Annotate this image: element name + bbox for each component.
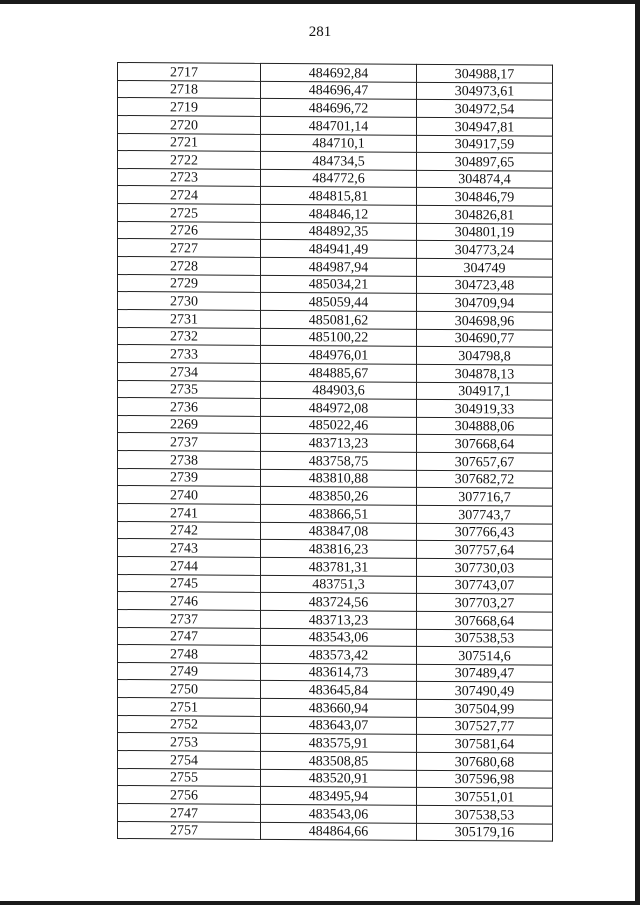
y-coordinate-cell: 307657,67 <box>417 452 553 470</box>
scan-border-top <box>0 0 640 4</box>
y-coordinate-cell: 304888,06 <box>417 417 553 435</box>
y-coordinate-cell: 304988,17 <box>417 64 553 82</box>
table-row <box>118 115 553 135</box>
x-coordinate-cell: 483543,06 <box>261 628 417 647</box>
point-number-cell: 2719 <box>118 98 261 117</box>
y-coordinate-cell: 304826,81 <box>417 205 553 223</box>
x-coordinate-cell: 484885,67 <box>261 363 417 382</box>
table-row <box>118 274 553 294</box>
x-coordinate-cell: 484734,5 <box>261 152 417 171</box>
x-coordinate-cell: 483781,31 <box>261 557 417 576</box>
y-coordinate-cell: 304801,19 <box>417 223 553 241</box>
table-row <box>118 151 553 171</box>
point-number-cell: 2751 <box>118 698 261 717</box>
table-row <box>118 504 553 524</box>
x-coordinate-cell: 483810,88 <box>261 469 417 488</box>
x-coordinate-cell: 483614,73 <box>261 663 417 682</box>
y-coordinate-cell: 307668,64 <box>417 611 553 629</box>
point-number-cell: 2745 <box>118 574 261 593</box>
point-number-cell: 2756 <box>118 786 261 805</box>
table-row <box>118 451 553 471</box>
table-row <box>118 627 553 647</box>
y-coordinate-cell: 304947,81 <box>417 117 553 135</box>
table-row <box>118 186 553 206</box>
y-coordinate-cell: 307490,49 <box>417 682 553 700</box>
x-coordinate-cell: 483543,06 <box>261 804 417 823</box>
x-coordinate-cell: 485022,46 <box>261 416 417 435</box>
x-coordinate-cell: 483866,51 <box>261 504 417 523</box>
point-number-cell: 2717 <box>118 63 261 82</box>
page-number: 281 <box>308 24 332 40</box>
x-coordinate-cell: 483713,23 <box>261 610 417 629</box>
table-row <box>118 803 553 823</box>
point-number-cell: 2725 <box>118 204 261 223</box>
point-number-cell: 2733 <box>118 345 261 364</box>
x-coordinate-cell: 484976,01 <box>261 346 417 365</box>
table-row <box>118 821 553 841</box>
y-coordinate-cell: 307489,47 <box>417 664 553 682</box>
x-coordinate-cell: 483495,94 <box>261 787 417 806</box>
point-number-cell: 2720 <box>118 115 261 134</box>
point-number-cell: 2746 <box>118 592 261 611</box>
table-row <box>118 221 553 241</box>
x-coordinate-cell: 484710,1 <box>261 134 417 153</box>
x-coordinate-cell: 485081,62 <box>261 310 417 329</box>
y-coordinate-cell: 304773,24 <box>417 241 553 259</box>
y-coordinate-cell: 304709,94 <box>417 294 553 312</box>
table-row <box>118 133 553 153</box>
table-row <box>118 63 553 83</box>
point-number-cell: 2737 <box>118 609 261 628</box>
x-coordinate-cell: 484815,81 <box>261 187 417 206</box>
table-row <box>118 733 553 753</box>
x-coordinate-cell: 484903,6 <box>261 381 417 400</box>
point-number-cell: 2730 <box>118 292 261 311</box>
y-coordinate-cell: 304690,77 <box>417 329 553 347</box>
point-number-cell: 2750 <box>118 680 261 699</box>
y-coordinate-cell: 307538,53 <box>417 805 553 823</box>
x-coordinate-cell: 484701,14 <box>261 116 417 135</box>
y-coordinate-cell: 304723,48 <box>417 276 553 294</box>
point-number-cell: 2729 <box>118 274 261 293</box>
x-coordinate-cell: 483575,91 <box>261 734 417 753</box>
x-coordinate-cell: 485034,21 <box>261 275 417 294</box>
x-coordinate-cell: 484696,72 <box>261 99 417 118</box>
y-coordinate-cell: 307743,07 <box>417 576 553 594</box>
table-row <box>118 239 553 259</box>
point-number-cell: 2724 <box>118 186 261 205</box>
point-number-cell: 2723 <box>118 168 261 187</box>
y-coordinate-cell: 304917,59 <box>417 135 553 153</box>
y-coordinate-cell: 307682,72 <box>417 470 553 488</box>
table-row <box>118 98 553 118</box>
x-coordinate-cell: 484846,12 <box>261 205 417 224</box>
x-coordinate-cell: 484772,6 <box>261 169 417 188</box>
point-number-cell: 2747 <box>118 803 261 822</box>
y-coordinate-cell: 307757,64 <box>417 541 553 559</box>
table-row <box>118 398 553 418</box>
y-coordinate-cell: 304878,13 <box>417 364 553 382</box>
point-number-cell: 2753 <box>118 733 261 752</box>
x-coordinate-cell: 484987,94 <box>261 257 417 276</box>
coordinates-table <box>117 62 553 842</box>
table-row <box>118 468 553 488</box>
point-number-cell: 2754 <box>118 750 261 769</box>
y-coordinate-cell: 307538,53 <box>417 629 553 647</box>
table-row <box>118 521 553 541</box>
y-coordinate-cell: 307743,7 <box>417 505 553 523</box>
point-number-cell: 2735 <box>118 380 261 399</box>
table-row <box>118 80 553 100</box>
table-row <box>118 768 553 788</box>
y-coordinate-cell: 307680,68 <box>417 752 553 770</box>
x-coordinate-cell: 484941,49 <box>261 240 417 259</box>
y-coordinate-cell: 304698,96 <box>417 311 553 329</box>
scan-border-bottom <box>0 901 640 905</box>
y-coordinate-cell: 304897,65 <box>417 153 553 171</box>
point-number-cell: 2757 <box>118 821 261 840</box>
y-coordinate-cell: 307668,64 <box>417 435 553 453</box>
point-number-cell: 2727 <box>118 239 261 258</box>
y-coordinate-cell: 307703,27 <box>417 594 553 612</box>
x-coordinate-cell: 484696,47 <box>261 81 417 100</box>
table-row <box>118 715 553 735</box>
point-number-cell: 2747 <box>118 627 261 646</box>
x-coordinate-cell: 484864,66 <box>261 822 417 841</box>
table-row <box>118 662 553 682</box>
y-coordinate-cell: 307581,64 <box>417 735 553 753</box>
point-number-cell: 2722 <box>118 151 261 170</box>
point-number-cell: 2726 <box>118 221 261 240</box>
x-coordinate-cell: 483850,26 <box>261 487 417 506</box>
x-coordinate-cell: 483751,3 <box>261 575 417 594</box>
x-coordinate-cell: 484892,35 <box>261 222 417 241</box>
point-number-cell: 2748 <box>118 645 261 664</box>
table-row <box>118 645 553 665</box>
x-coordinate-cell: 485059,44 <box>261 293 417 312</box>
table-row <box>118 539 553 559</box>
x-coordinate-cell: 483520,91 <box>261 769 417 788</box>
y-coordinate-cell: 304917,1 <box>417 382 553 400</box>
table-row <box>118 168 553 188</box>
x-coordinate-cell: 483660,94 <box>261 698 417 717</box>
y-coordinate-cell: 307596,98 <box>417 770 553 788</box>
x-coordinate-cell: 483758,75 <box>261 451 417 470</box>
point-number-cell: 2741 <box>118 504 261 523</box>
table-row <box>118 786 553 806</box>
point-number-cell: 2743 <box>118 539 261 558</box>
point-number-cell: 2739 <box>118 468 261 487</box>
coordinates-table-body <box>118 63 553 842</box>
table-row <box>118 204 553 224</box>
table-row <box>118 486 553 506</box>
x-coordinate-cell: 483508,85 <box>261 751 417 770</box>
y-coordinate-cell: 304972,54 <box>417 100 553 118</box>
x-coordinate-cell: 483643,07 <box>261 716 417 735</box>
point-number-cell: 2718 <box>118 80 261 99</box>
y-coordinate-cell: 307504,99 <box>417 699 553 717</box>
y-coordinate-cell: 307730,03 <box>417 558 553 576</box>
point-number-cell: 2731 <box>118 309 261 328</box>
y-coordinate-cell: 304846,79 <box>417 188 553 206</box>
scan-border-right <box>635 0 640 905</box>
table-row <box>118 574 553 594</box>
x-coordinate-cell: 484972,08 <box>261 399 417 418</box>
table-row <box>118 750 553 770</box>
x-coordinate-cell: 484692,84 <box>261 63 417 82</box>
point-number-cell: 2721 <box>118 133 261 152</box>
table-row <box>118 327 553 347</box>
table-row <box>118 257 553 277</box>
table-row <box>118 592 553 612</box>
table-row <box>118 698 553 718</box>
y-coordinate-cell: 304798,8 <box>417 347 553 365</box>
table-row <box>118 556 553 576</box>
point-number-cell: 2755 <box>118 768 261 787</box>
y-coordinate-cell: 307514,6 <box>417 646 553 664</box>
x-coordinate-cell: 483816,23 <box>261 540 417 559</box>
x-coordinate-cell: 483847,08 <box>261 522 417 541</box>
y-coordinate-cell: 304919,33 <box>417 400 553 418</box>
table-row <box>118 609 553 629</box>
point-number-cell: 2737 <box>118 433 261 452</box>
x-coordinate-cell: 483573,42 <box>261 646 417 665</box>
x-coordinate-cell: 483713,23 <box>261 434 417 453</box>
y-coordinate-cell: 304874,4 <box>417 170 553 188</box>
point-number-cell: 2749 <box>118 662 261 681</box>
coordinates-table-container <box>117 62 553 842</box>
table-row <box>118 415 553 435</box>
point-number-cell: 2744 <box>118 556 261 575</box>
y-coordinate-cell: 305179,16 <box>417 823 553 841</box>
y-coordinate-cell: 307551,01 <box>417 788 553 806</box>
y-coordinate-cell: 307527,77 <box>417 717 553 735</box>
point-number-cell: 2728 <box>118 257 261 276</box>
point-number-cell: 2740 <box>118 486 261 505</box>
point-number-cell: 2734 <box>118 362 261 381</box>
table-row <box>118 362 553 382</box>
x-coordinate-cell: 483645,84 <box>261 681 417 700</box>
x-coordinate-cell: 483724,56 <box>261 593 417 612</box>
table-row <box>118 309 553 329</box>
table-row <box>118 680 553 700</box>
table-row <box>118 380 553 400</box>
table-row <box>118 345 553 365</box>
y-coordinate-cell: 307716,7 <box>417 488 553 506</box>
table-row <box>118 292 553 312</box>
y-coordinate-cell: 304749 <box>417 258 553 276</box>
point-number-cell: 2269 <box>118 415 261 434</box>
point-number-cell: 2742 <box>118 521 261 540</box>
point-number-cell: 2732 <box>118 327 261 346</box>
y-coordinate-cell: 307766,43 <box>417 523 553 541</box>
x-coordinate-cell: 485100,22 <box>261 328 417 347</box>
point-number-cell: 2752 <box>118 715 261 734</box>
y-coordinate-cell: 304973,61 <box>417 82 553 100</box>
point-number-cell: 2738 <box>118 451 261 470</box>
point-number-cell: 2736 <box>118 398 261 417</box>
table-row <box>118 433 553 453</box>
